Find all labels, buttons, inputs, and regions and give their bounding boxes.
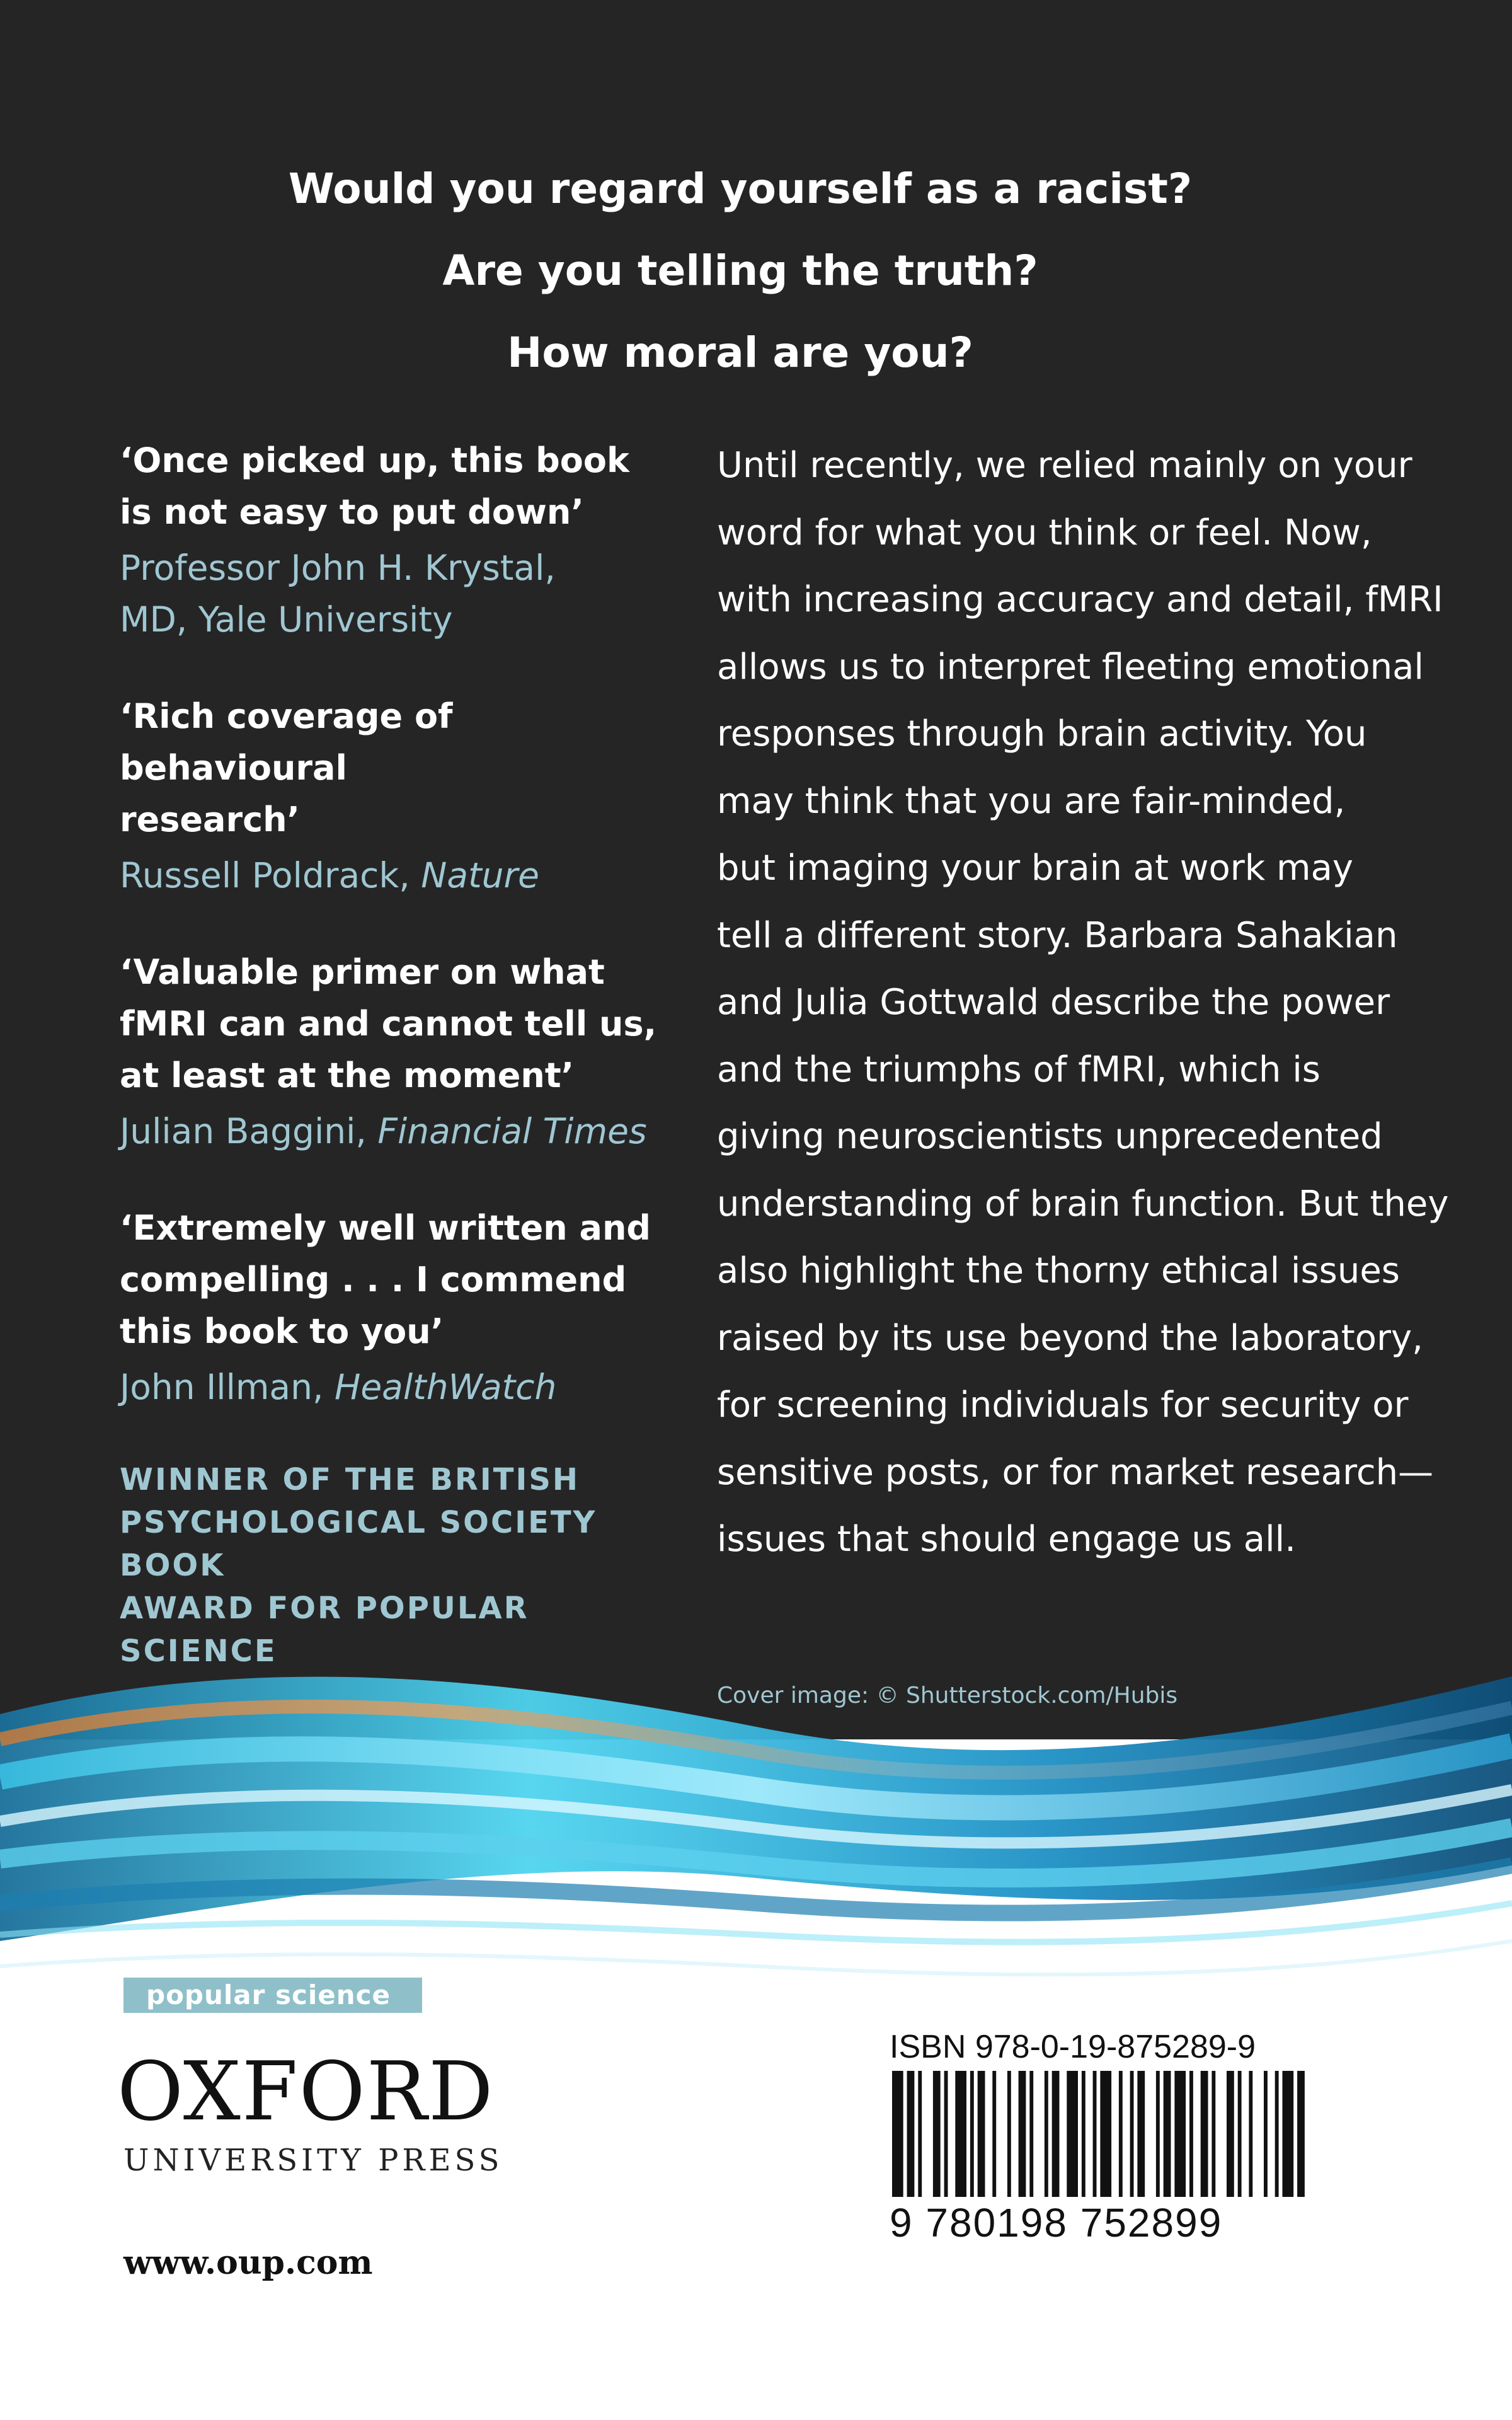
barcode — [890, 2071, 1305, 2197]
quote-text-line: ‘Rich coverage of behavioural — [120, 696, 453, 788]
barcode-bar — [892, 2071, 903, 2197]
blurb-line: word for what you think or feel. Now, — [717, 512, 1372, 553]
endorsement-quote — [120, 435, 674, 645]
endorsement-quote — [120, 1202, 674, 1413]
barcode-bar — [1067, 2071, 1078, 2197]
barcode-bar — [1238, 2071, 1242, 2197]
barcode-bar — [1137, 2071, 1145, 2197]
publisher-subtitle: UNIVERSITY PRESS — [123, 2143, 503, 2178]
award-line: AWARD FOR POPULAR SCIENCE — [120, 1591, 529, 1669]
blurb-line: Until recently, we relied mainly on your — [717, 445, 1412, 486]
barcode-bar — [1211, 2071, 1215, 2197]
barcode-bar — [1283, 2071, 1294, 2197]
attribution-publication: Nature — [421, 855, 539, 896]
barcode-bar — [1019, 2071, 1026, 2197]
question-line: Are you telling the truth? — [442, 246, 1038, 295]
quote-text-line: ‘Extremely well written and — [120, 1208, 651, 1248]
publisher-logo: OXFORD — [117, 2045, 495, 2139]
barcode-bar — [1156, 2071, 1160, 2197]
barcode-bar — [1029, 2071, 1033, 2197]
award-text — [120, 1458, 674, 1673]
barcode-bar — [1119, 2071, 1123, 2197]
category-badge: popular science — [123, 1978, 422, 2013]
quote-text-line: research’ — [120, 800, 301, 839]
quote-attribution — [120, 850, 674, 901]
barcode-bar — [1130, 2071, 1134, 2197]
question-line: Would you regard yourself as a racist? — [288, 164, 1193, 213]
barcode-bar — [1082, 2071, 1085, 2197]
quote-text-line: compelling . . . I commend — [120, 1260, 627, 1299]
barcode-bar — [1249, 2071, 1252, 2197]
barcode-bar — [933, 2071, 941, 2197]
blurb-line: for screening individuals for security or — [717, 1385, 1409, 1426]
barcode-bar — [1189, 2071, 1193, 2197]
blurb-line: giving neuroscientists unprecedented — [717, 1116, 1383, 1157]
barcode-bar — [1201, 2071, 1208, 2197]
quote-attribution — [120, 1105, 674, 1157]
book-blurb — [717, 432, 1449, 1574]
blurb-line: understanding of brain function. But they — [717, 1183, 1449, 1224]
attribution-name: Russell Poldrack, — [120, 855, 421, 896]
barcode-bar — [1052, 2071, 1060, 2197]
cover-image-credit: Cover image: © Shutterstock.com/Hubis — [717, 1683, 1178, 1708]
barcode-bar — [992, 2071, 996, 2197]
quote-attribution: MD, Yale University — [120, 599, 453, 640]
quote-text-line: is not easy to put down’ — [120, 492, 584, 532]
barcode-bar — [1227, 2071, 1234, 2197]
endorsement-quote — [120, 691, 674, 901]
barcode-bar — [1045, 2071, 1048, 2197]
publisher-website: www.oup.com — [123, 2244, 373, 2282]
blurb-line: and Julia Gottwald describe the power — [717, 982, 1390, 1023]
attribution-publication: HealthWatch — [334, 1367, 557, 1407]
barcode-bar — [1275, 2071, 1279, 2197]
blurb-line: raised by its use beyond the laboratory, — [717, 1317, 1423, 1359]
question-line: How moral are you? — [507, 328, 973, 377]
attribution-name: Julian Baggini, — [120, 1111, 378, 1151]
endorsements-column — [120, 435, 674, 1673]
award-line: WINNER OF THE BRITISH — [120, 1462, 580, 1497]
barcode-bar — [955, 2071, 966, 2197]
endorsement-quote — [120, 947, 674, 1157]
barcode-bar — [1297, 2071, 1305, 2197]
barcode-bar — [907, 2071, 915, 2197]
quote-text-line: ‘Once picked up, this book — [120, 441, 629, 480]
blurb-line: sensitive posts, or for market research— — [717, 1451, 1434, 1493]
barcode-bar — [1100, 2071, 1111, 2197]
barcode-bar — [978, 2071, 985, 2197]
blurb-line: may think that you are fair-minded, — [717, 780, 1346, 822]
barcode-bar — [1264, 2071, 1268, 2197]
barcode-number: 9 780198 752899 — [890, 2200, 1223, 2245]
quote-attribution: Professor John H. Krystal, — [120, 548, 556, 588]
barcode-bar — [1164, 2071, 1171, 2197]
question-block — [0, 148, 1480, 394]
attribution-publication: Financial Times — [377, 1111, 647, 1151]
quote-text-line: at least at the moment’ — [120, 1056, 575, 1095]
blurb-line: responses through brain activity. You — [717, 713, 1367, 754]
quote-text-line: this book to you’ — [120, 1311, 444, 1351]
quote-text-line: fMRI can and cannot tell us, — [120, 1004, 657, 1044]
barcode-bar — [970, 2071, 974, 2197]
barcode-bar — [944, 2071, 948, 2197]
quote-text-line: ‘Valuable primer on what — [120, 952, 605, 992]
barcode-bar — [1093, 2071, 1097, 2197]
blurb-line: issues that should engage us all. — [717, 1519, 1296, 1560]
attribution-name: John Illman, — [120, 1367, 335, 1407]
award-line: PSYCHOLOGICAL SOCIETY BOOK — [120, 1505, 597, 1583]
blurb-line: allows us to interpret fleeting emotional — [717, 646, 1424, 688]
isbn-label: ISBN 978-0-19-875289-9 — [890, 2029, 1256, 2065]
quote-attribution — [120, 1361, 674, 1413]
blurb-line: with increasing accuracy and detail, fMRI — [717, 579, 1443, 620]
barcode-bar — [1174, 2071, 1186, 2197]
blurb-line: tell a different story. Barbara Sahakian — [717, 914, 1398, 956]
barcode-bar — [918, 2071, 922, 2197]
barcode-bar — [1007, 2071, 1011, 2197]
blurb-line: and the triumphs of fMRI, which is — [717, 1049, 1320, 1090]
blurb-line: also highlight the thorny ethical issues — [717, 1250, 1400, 1291]
blurb-line: but imaging your brain at work may — [717, 848, 1354, 889]
